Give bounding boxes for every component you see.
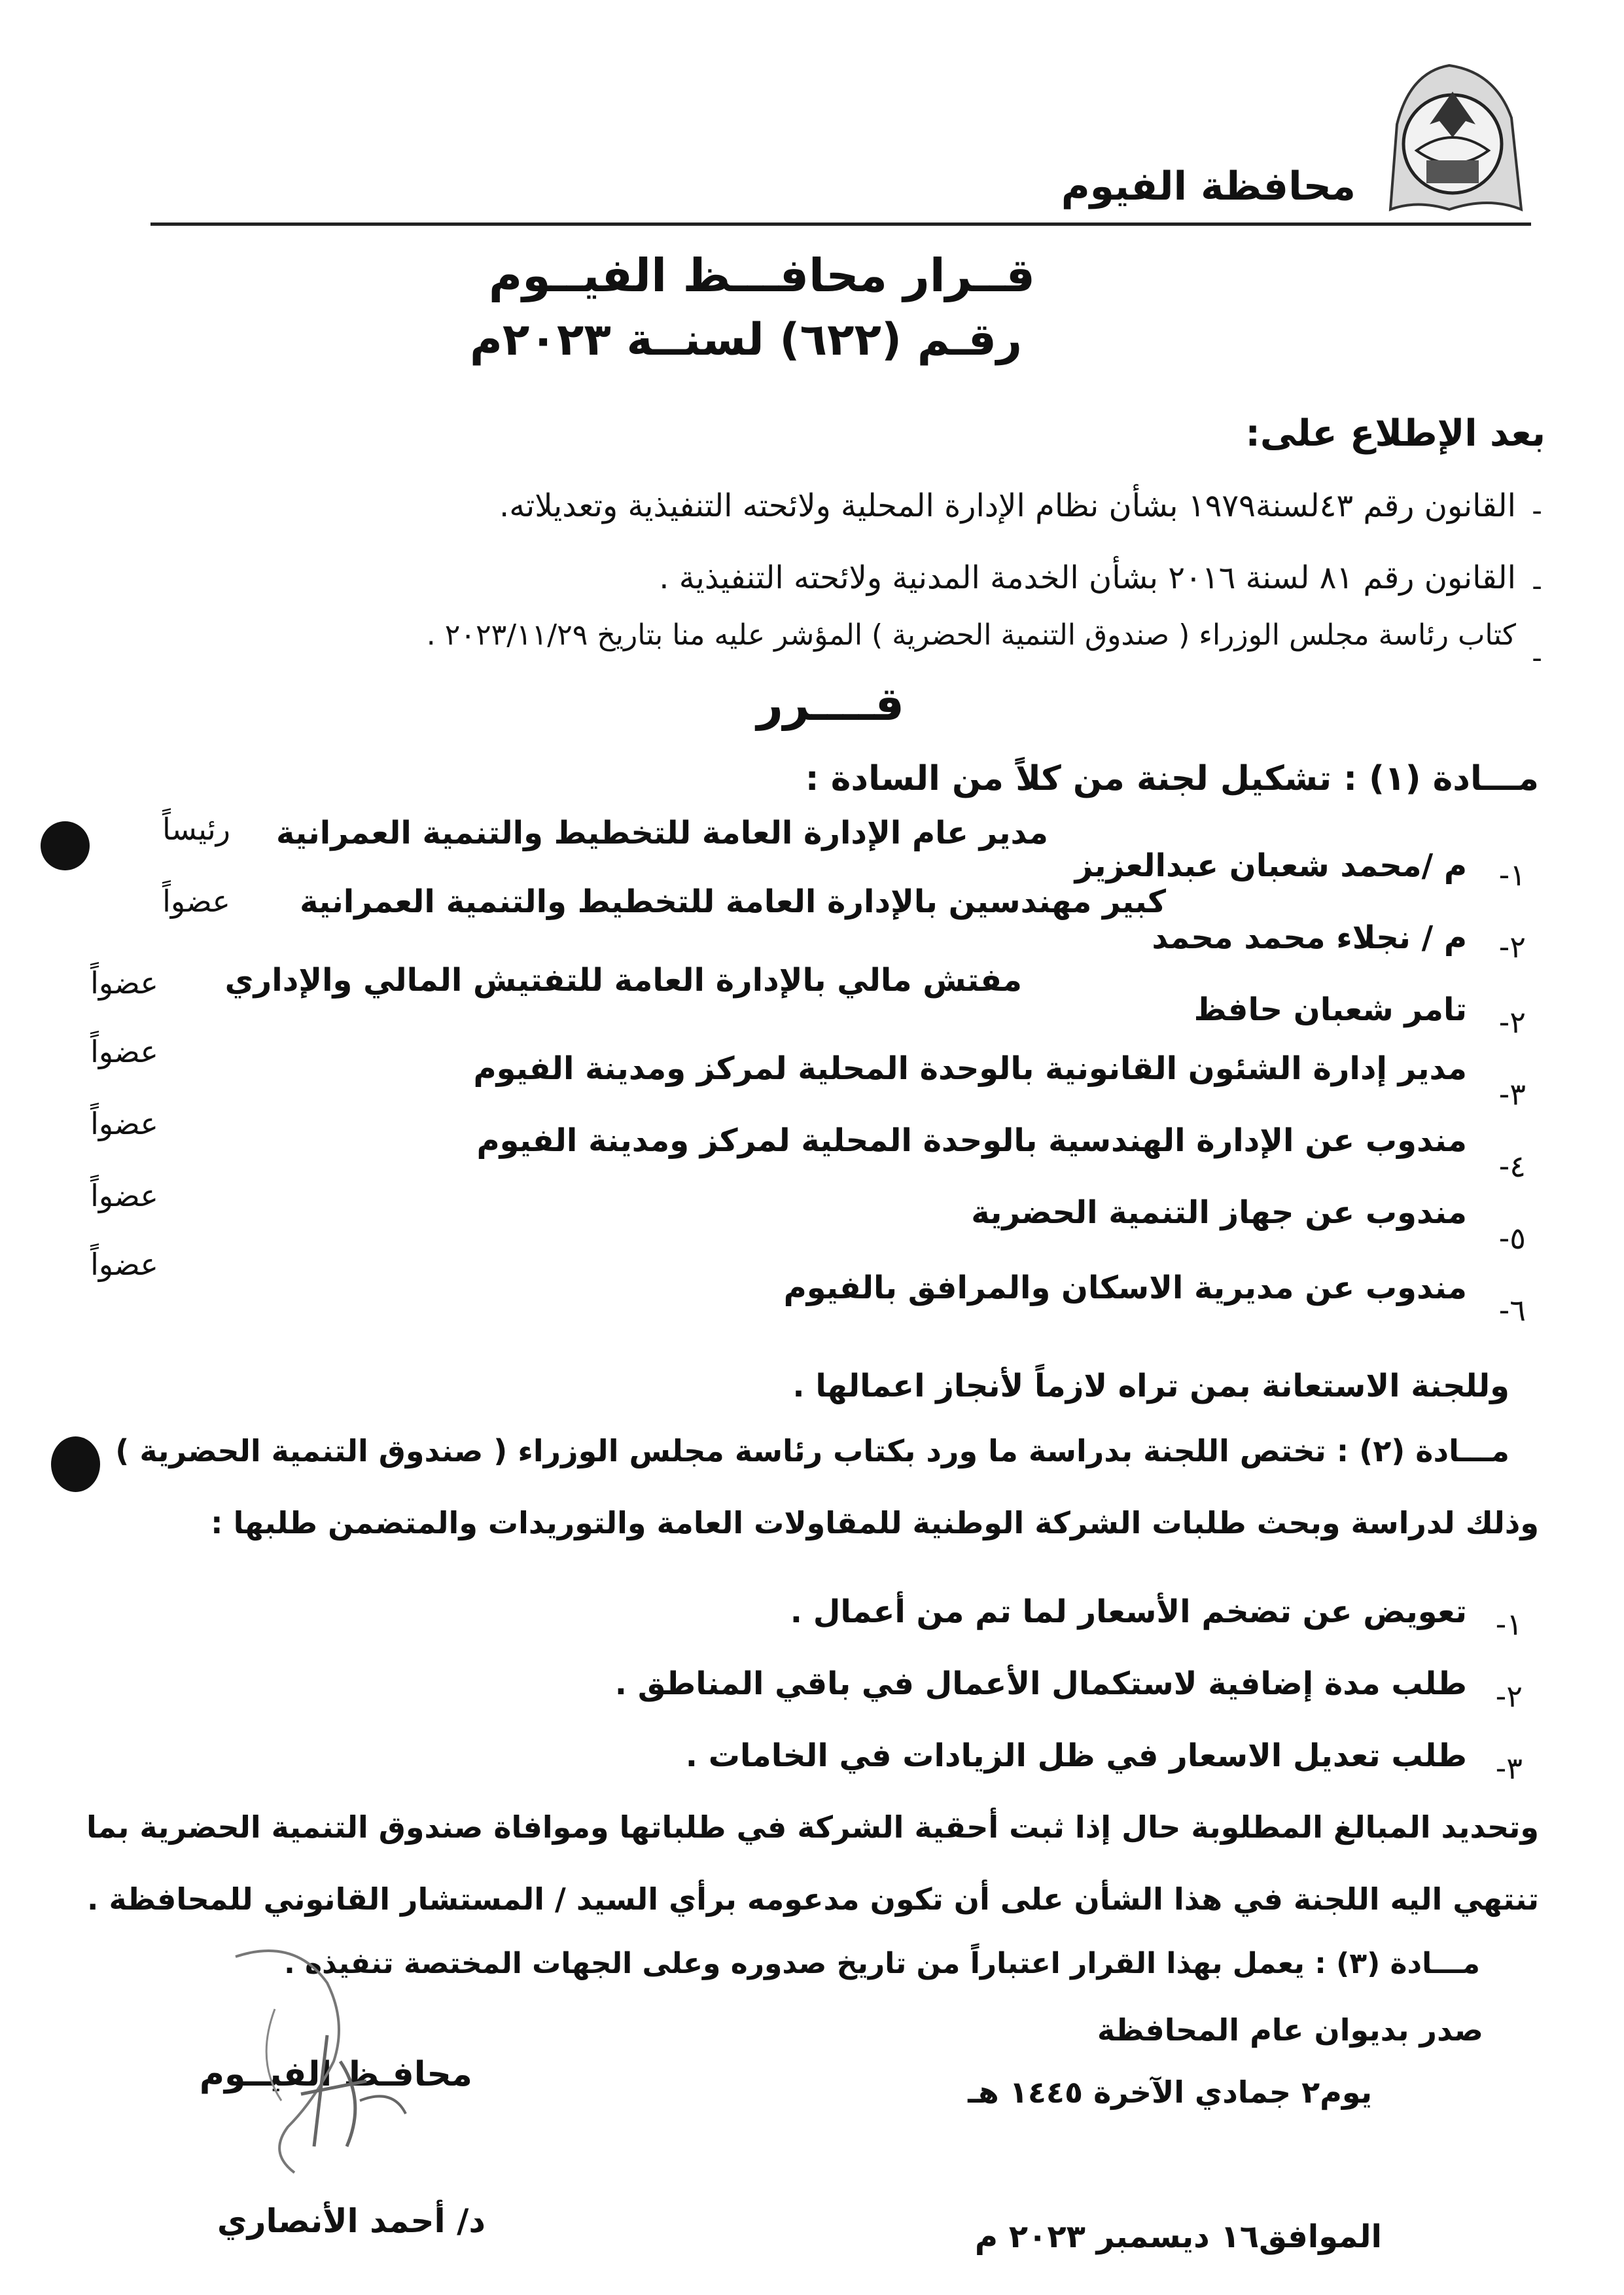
article-2-item-number: ٢-	[1495, 1679, 1523, 1714]
article-2-item-number: ٣-	[1495, 1751, 1523, 1786]
article-2-item: طلب مدة إضافية لاستكمال الأعمال في باقي المناطق .	[614, 1665, 1467, 1702]
punch-hole-mark	[51, 1436, 100, 1492]
member-name: م /محمد شعبان عبدالعزيز	[1074, 847, 1467, 884]
member-role: عضواً	[162, 883, 230, 919]
member-number: ١-	[1498, 857, 1526, 893]
member-role: رئيساً	[162, 811, 230, 847]
member-role: عضواً	[90, 1034, 158, 1069]
preamble-dash: -	[1532, 494, 1542, 527]
member-number: ٣-	[1498, 1076, 1526, 1112]
preamble-item-1: القانون رقم ٤٣لسنة١٩٧٩ بشأن نظام الإدارة المحلية ولائحته التنفيذية وتعديلاته.	[499, 488, 1516, 524]
member-role: عضواً	[90, 1247, 158, 1282]
signature-image	[196, 1930, 445, 2205]
article-2-item: تعويض عن تضخم الأسعار لما تم من أعمال .	[790, 1593, 1467, 1630]
org-name: محافظة الفيوم	[1061, 164, 1356, 209]
member-number: ٢-	[1498, 929, 1526, 965]
signatory-name: د/ أحمد الأنصاري	[217, 2202, 485, 2240]
gregorian-date: الموافق١٦ ديسمبر ٢٠٢٣ م	[974, 2218, 1382, 2255]
decision-heading: قــــرر	[756, 677, 904, 731]
member-title: مندوب عن الإدارة الهندسية بالوحدة المحلية لمركز ومدينة الفيوم	[476, 1122, 1467, 1159]
article-2-line-4: تنتهي اليه اللجنة في هذا الشأن على أن تكون مدعومه برأي السيد / المستشار القانوني للمحافظة .	[87, 1881, 1539, 1917]
punch-hole-mark	[41, 821, 90, 870]
article-3-text: مـــادة (٣) : يعمل بهذا القرار اعتباراً من تاريخ صدوره وعلى الجهات المختصة تنفيذه .	[284, 1947, 1480, 1980]
member-number: ٦-	[1498, 1292, 1526, 1328]
header-divider	[150, 222, 1531, 226]
article-2-line-1: مـــادة (٢) : تختص اللجنة بدراسة ما ورد بكتاب رئاسة مجلس الوزراء ( صندوق التنمية الحضرية )	[115, 1433, 1509, 1468]
signatory-title: محافـظ الفيــوم	[199, 2055, 472, 2094]
preamble-item-3: كتاب رئاسة مجلس الوزراء ( صندوق التنمية الحضرية ) المؤشر عليه منا بتاريخ ٢٠٢٣/١١/٢٩ .	[426, 618, 1516, 652]
hijri-date: يوم٢ جمادي الآخرة ١٤٤٥ هـ	[968, 2074, 1372, 2110]
article-1-heading: مـــادة (١) : تشكيل لجنة من كلاً من السادة :	[805, 759, 1539, 798]
article-2-item-number: ١-	[1495, 1607, 1523, 1642]
preamble-dash: -	[1532, 569, 1542, 603]
member-title: مدير عام الإدارة العامة للتخطيط والتنمية العمرانية	[276, 815, 1048, 851]
article-2-line-3: وتحديد المبالغ المطلوبة حال إذا ثبت أحقية الشركة في طلباتها وموافاة صندوق التنمية الحضرية بما	[86, 1809, 1539, 1845]
member-title: مفتش مالي بالإدارة العامة للتفتيش المالي والإداري	[224, 962, 1022, 999]
preamble-item-2: القانون رقم ٨١ لسنة ٢٠١٦ بشأن الخدمة المدنية ولائحته التنفيذية .	[659, 560, 1516, 596]
member-name: تامر شعبان حافظ	[1193, 991, 1467, 1028]
governorate-logo	[1371, 46, 1528, 222]
decision-title: قــرار محافـــظ الفيــوم	[488, 249, 1035, 302]
member-role: عضواً	[90, 1178, 158, 1213]
member-role: عضواً	[90, 965, 158, 1001]
member-title: مدير إدارة الشئون القانونية بالوحدة المحلية لمركز ومدينة الفيوم	[473, 1050, 1467, 1087]
member-number: ٢-	[1498, 1005, 1526, 1040]
article-1-closing: وللجنة الاستعانة بمن تراه لازماً لأنجاز اعمالها .	[792, 1368, 1509, 1404]
article-2-line-2: وذلك لدراسة وبحث طلبات الشركة الوطنية للمقاولات العامة والتوريدات والمتضمن طلبها :	[211, 1505, 1539, 1540]
decision-number: رقـم (٦٢٢) لسنــة ٢٠٢٣م	[469, 314, 1022, 366]
member-number: ٤-	[1498, 1148, 1526, 1184]
issued-at: صدر بديوان عام المحافظة	[1097, 2012, 1483, 2048]
member-title: كبير مهندسين بالإدارة العامة للتخطيط والتنمية العمرانية	[300, 883, 1166, 920]
member-name: م / نجلاء محمد محمد	[1152, 919, 1467, 956]
member-role: عضواً	[90, 1106, 158, 1141]
member-number: ٥-	[1498, 1220, 1526, 1256]
member-title: مندوب عن مديرية الاسكان والمرافق بالفيوم	[783, 1270, 1467, 1306]
preamble-heading: بعد الإطلاع على:	[1245, 412, 1545, 455]
member-title: مندوب عن جهاز التنمية الحضرية	[971, 1194, 1467, 1231]
article-2-item: طلب تعديل الاسعار في ظل الزيادات في الخامات .	[685, 1737, 1467, 1774]
preamble-dash: -	[1532, 641, 1542, 675]
